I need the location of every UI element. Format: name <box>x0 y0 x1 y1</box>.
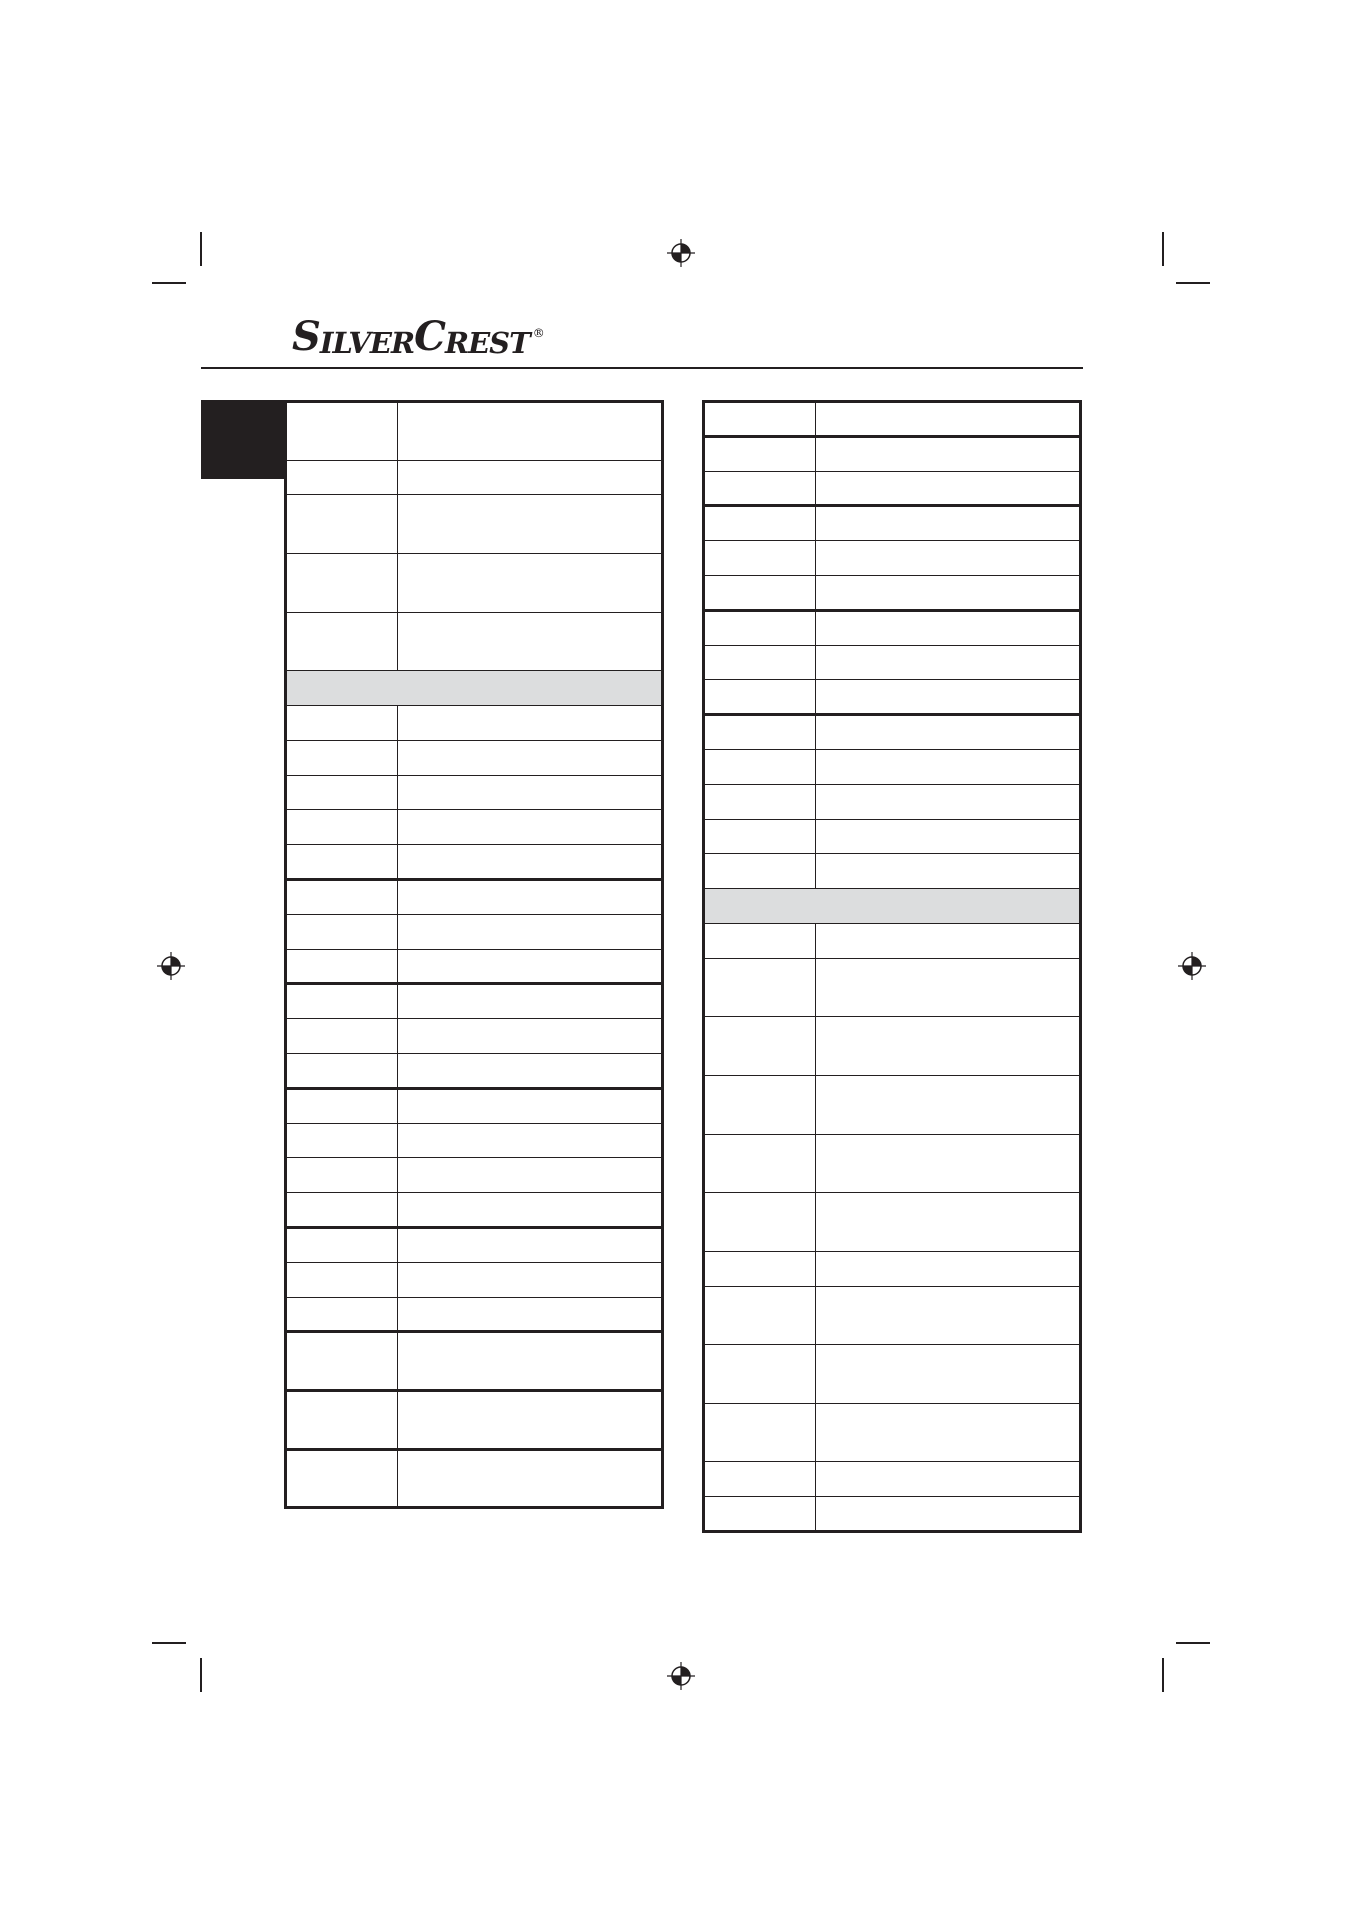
section-header-cell <box>286 671 663 706</box>
spec-label-cell <box>286 949 398 984</box>
table-row <box>286 879 663 914</box>
spec-value-cell <box>816 923 1081 958</box>
spec-label-cell <box>704 1462 816 1497</box>
table-row <box>704 784 1081 819</box>
spec-label-cell <box>286 460 398 495</box>
spec-label-cell <box>704 541 816 576</box>
spec-value-cell <box>398 775 663 810</box>
spec-value-cell <box>398 1158 663 1193</box>
table-row <box>704 749 1081 784</box>
spec-label-cell <box>704 1251 816 1286</box>
spec-value-cell <box>398 740 663 775</box>
spec-label-cell <box>286 810 398 845</box>
table-row <box>704 958 1081 1017</box>
spec-label-cell <box>704 1286 816 1345</box>
spec-label-cell <box>286 1123 398 1158</box>
table-row <box>704 645 1081 680</box>
table-row <box>704 819 1081 854</box>
language-tab <box>201 400 285 479</box>
table-row <box>704 1497 1081 1532</box>
spec-label-cell <box>704 436 816 471</box>
spec-value-cell <box>816 1017 1081 1076</box>
table-row <box>286 1019 663 1054</box>
spec-label-cell <box>704 958 816 1017</box>
spec-value-cell <box>816 1497 1081 1532</box>
crop-mark <box>152 282 186 284</box>
spec-value-cell <box>398 845 663 880</box>
spec-value-cell <box>816 680 1081 715</box>
crop-mark <box>1176 1642 1210 1644</box>
table-row <box>704 1462 1081 1497</box>
spec-label-cell <box>704 506 816 541</box>
spec-value-cell <box>816 575 1081 610</box>
spec-label-cell <box>286 845 398 880</box>
spec-label-cell <box>286 1019 398 1054</box>
spec-value-cell <box>816 1075 1081 1134</box>
spec-label-cell <box>286 402 398 461</box>
spec-label-cell <box>704 1403 816 1462</box>
spec-label-cell <box>704 1017 816 1076</box>
spec-table-right <box>702 400 1082 1533</box>
spec-value-cell <box>816 402 1081 437</box>
table-row <box>704 1345 1081 1404</box>
table-row <box>286 612 663 671</box>
table-row <box>704 854 1081 889</box>
spec-value-cell <box>816 436 1081 471</box>
table-row <box>286 1449 663 1508</box>
spec-value-cell <box>816 854 1081 889</box>
spec-value-cell <box>398 1193 663 1228</box>
table-row <box>286 1088 663 1123</box>
spec-value-cell <box>398 1390 663 1449</box>
table-row <box>704 541 1081 576</box>
logo-letters: REST <box>444 326 530 360</box>
table-row <box>286 1158 663 1193</box>
spec-label-cell <box>704 1345 816 1404</box>
spec-label-cell <box>704 854 816 889</box>
spec-label-cell <box>704 715 816 750</box>
spec-value-cell <box>816 749 1081 784</box>
registered-mark: ® <box>532 326 545 340</box>
table-row <box>286 810 663 845</box>
table-row <box>286 775 663 810</box>
spec-label-cell <box>704 1075 816 1134</box>
spec-value-cell <box>398 1123 663 1158</box>
table-section-row <box>286 671 663 706</box>
spec-value-cell <box>816 1462 1081 1497</box>
spec-value-cell <box>398 495 663 554</box>
spec-label-cell <box>704 1193 816 1252</box>
spec-value-cell <box>398 810 663 845</box>
spec-label-cell <box>286 612 398 671</box>
table-row <box>286 740 663 775</box>
spec-value-cell <box>816 1403 1081 1462</box>
crop-mark <box>200 232 202 266</box>
logo-letter: S <box>292 313 320 360</box>
spec-value-cell <box>816 541 1081 576</box>
table-row <box>286 1123 663 1158</box>
table-row <box>286 1227 663 1262</box>
spec-label-cell <box>704 784 816 819</box>
spec-value-cell <box>816 819 1081 854</box>
spec-label-cell <box>286 1088 398 1123</box>
spec-value-cell <box>398 914 663 949</box>
spec-label-cell <box>286 984 398 1019</box>
table-row <box>704 1134 1081 1193</box>
spec-label-cell <box>704 923 816 958</box>
spec-label-cell <box>286 1193 398 1228</box>
table-section-row <box>704 889 1081 924</box>
spec-value-cell <box>398 460 663 495</box>
spec-label-cell <box>286 1297 398 1332</box>
table-row <box>286 1297 663 1332</box>
spec-value-cell <box>816 958 1081 1017</box>
table-row <box>704 436 1081 471</box>
table-row <box>704 1075 1081 1134</box>
spec-value-cell <box>816 471 1081 506</box>
table-row <box>704 680 1081 715</box>
spec-label-cell <box>286 553 398 612</box>
spec-label-cell <box>704 575 816 610</box>
spec-label-cell <box>704 610 816 645</box>
spec-label-cell <box>286 1449 398 1508</box>
crop-mark <box>1162 232 1164 266</box>
table-row <box>704 610 1081 645</box>
spec-label-cell <box>286 1390 398 1449</box>
spec-value-cell <box>398 1088 663 1123</box>
spec-value-cell <box>398 1053 663 1088</box>
table-row <box>286 705 663 740</box>
table-row <box>704 923 1081 958</box>
spec-value-cell <box>398 402 663 461</box>
registration-target-icon <box>666 238 696 268</box>
registration-target-icon <box>1177 951 1207 981</box>
table-row <box>286 1193 663 1228</box>
registration-target-icon <box>666 1661 696 1691</box>
spec-label-cell <box>286 914 398 949</box>
logo-letters: ILVER <box>319 326 415 360</box>
spec-label-cell <box>704 749 816 784</box>
spec-value-cell <box>398 1262 663 1297</box>
section-header-cell <box>704 889 1081 924</box>
table-row <box>704 1193 1081 1252</box>
crop-mark <box>1162 1658 1164 1692</box>
table-row <box>286 1053 663 1088</box>
spec-value-cell <box>816 1345 1081 1404</box>
spec-label-cell <box>286 740 398 775</box>
spec-value-cell <box>398 1449 663 1508</box>
spec-value-cell <box>398 879 663 914</box>
spec-value-cell <box>816 784 1081 819</box>
spec-value-cell <box>816 1251 1081 1286</box>
spec-value-cell <box>398 1297 663 1332</box>
table-row <box>286 1390 663 1449</box>
spec-table-left <box>284 400 664 1509</box>
spec-label-cell <box>286 1332 398 1391</box>
spec-value-cell <box>398 705 663 740</box>
table-row <box>286 984 663 1019</box>
table-row <box>286 553 663 612</box>
spec-value-cell <box>398 612 663 671</box>
brand-logo <box>292 313 545 360</box>
spec-label-cell <box>286 879 398 914</box>
table-row <box>286 845 663 880</box>
spec-label-cell <box>704 471 816 506</box>
header-rule <box>201 367 1083 369</box>
table-row <box>704 1017 1081 1076</box>
spec-label-cell <box>704 819 816 854</box>
table-row <box>286 495 663 554</box>
table-row <box>704 1251 1081 1286</box>
spec-value-cell <box>398 1332 663 1391</box>
table-row <box>704 1286 1081 1345</box>
spec-value-cell <box>816 1286 1081 1345</box>
table-row <box>704 715 1081 750</box>
spec-value-cell <box>398 984 663 1019</box>
table-row <box>286 1332 663 1391</box>
spec-label-cell <box>286 495 398 554</box>
spec-value-cell <box>816 1134 1081 1193</box>
table-row <box>286 460 663 495</box>
table-row <box>286 949 663 984</box>
spec-label-cell <box>286 1262 398 1297</box>
spec-label-cell <box>286 1053 398 1088</box>
spec-label-cell <box>704 1497 816 1532</box>
spec-label-cell <box>704 1134 816 1193</box>
spec-value-cell <box>398 1019 663 1054</box>
table-row <box>704 575 1081 610</box>
spec-value-cell <box>816 715 1081 750</box>
spec-label-cell <box>286 1158 398 1193</box>
spec-value-cell <box>816 645 1081 680</box>
spec-value-cell <box>816 610 1081 645</box>
table-row <box>286 402 663 461</box>
spec-value-cell <box>816 1193 1081 1252</box>
spec-label-cell <box>286 705 398 740</box>
spec-label-cell <box>286 1227 398 1262</box>
spec-value-cell <box>398 949 663 984</box>
table-row <box>704 471 1081 506</box>
crop-mark <box>152 1642 186 1644</box>
table-row <box>704 506 1081 541</box>
spec-label-cell <box>704 645 816 680</box>
table-row <box>704 402 1081 437</box>
spec-label-cell <box>704 402 816 437</box>
registration-target-icon <box>156 951 186 981</box>
crop-mark <box>200 1658 202 1692</box>
spec-label-cell <box>286 775 398 810</box>
spec-value-cell <box>816 506 1081 541</box>
logo-letter: C <box>414 313 445 360</box>
spec-label-cell <box>704 680 816 715</box>
table-row <box>704 1403 1081 1462</box>
table-row <box>286 914 663 949</box>
spec-value-cell <box>398 1227 663 1262</box>
table-row <box>286 1262 663 1297</box>
crop-mark <box>1176 282 1210 284</box>
spec-value-cell <box>398 553 663 612</box>
